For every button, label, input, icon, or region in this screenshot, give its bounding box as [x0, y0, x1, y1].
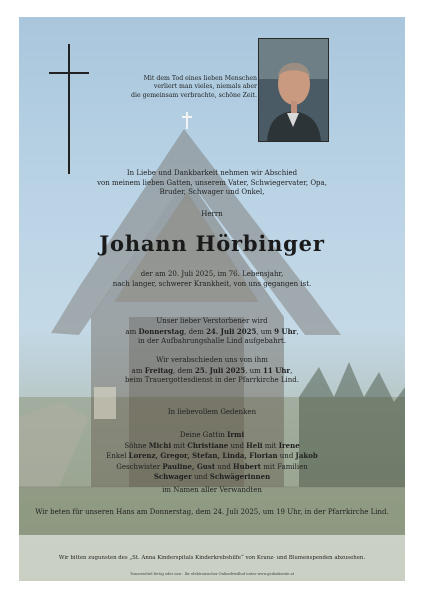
poem-line: die gemeinsam verbrachte, schöne Zeit.	[131, 91, 257, 99]
parte-card	[19, 17, 405, 581]
farewell-date-line: am Freitag, dem 25. Juli 2025, um 11 Uhr,	[131, 365, 293, 375]
laid-out-line: Unser lieber Verstorbener wird	[156, 317, 268, 325]
portrait-photo	[258, 38, 329, 142]
intro-line: In Liebe und Dankbarkeit nehmen wir Abschied	[126, 169, 298, 177]
footer-note: Trauerzettel fertig oder neu · Ihr elektronischer Onlinefriedhof unter www.gedenkseite.at	[129, 572, 295, 576]
family-inlaws: Schwager und Schwägerinnen	[153, 472, 271, 482]
poem-line: verliert man vieles, niemals aber	[153, 83, 257, 91]
farewell-line: Wir verabschieden uns von ihm	[156, 356, 268, 364]
salutation: Herrn	[201, 210, 223, 218]
laid-out-line: in der Aufbahrungshalle Lind aufgebahrt.	[138, 337, 286, 346]
death-line: der am 20. Juli 2025, im 76. Lebensjahr,	[140, 270, 284, 278]
farewell-notice	[19, 356, 405, 386]
family-sons: Söhne Michi mit Christiane und Heli mit Irene	[124, 440, 300, 450]
cross-icon	[49, 44, 89, 174]
prayer-notice: Wir beten für unseren Hans am Donnerstag, dem 24. Juli 2025, um 19 Uhr, in der Pfarrkirche Lind.	[35, 508, 389, 516]
all-relatives: im Namen aller Verwandten	[162, 486, 262, 494]
intro-line: Bruder, Schwager und Onkel,	[159, 188, 265, 197]
family-siblings: Geschwister Pauline, Gust und Hubert mit Familien	[116, 461, 308, 471]
family-list	[19, 430, 405, 483]
laid-out-notice	[19, 317, 405, 347]
intro-text	[19, 169, 405, 198]
intro-line: von meinem lieben Gatten, unserem Vater, Schwiegervater, Opa,	[97, 178, 327, 187]
memory-line: In liebevollem Gedenken	[167, 408, 257, 416]
donation-notice: Wir bitten zugunsten des „St. Anna Kinderspitals Kinderkrebshilfe“ von Kranz- und Blumenspenden abzusehen.	[58, 555, 366, 561]
family-grandchildren: Enkel Lorenz, Gregor, Stefan, Linda, Florian und Jakob	[106, 451, 318, 461]
farewell-line: beim Trauergottesdienst in der Pfarrkirche Lind.	[124, 376, 300, 385]
death-line: nach langer, schwerer Krankheit, von uns gegangen ist.	[112, 279, 312, 288]
death-info	[19, 270, 405, 289]
deceased-name: Johann Hörbinger	[99, 231, 325, 256]
memorial-poem	[107, 75, 257, 100]
poem-line: Mit dem Tod eines lieben Menschen	[143, 75, 257, 82]
family-wife: Deine Gattin Irmi	[179, 430, 245, 439]
laid-out-date-line: am Donnerstag, dem 24. Juli 2025, um 9 Uhr,	[125, 326, 299, 336]
